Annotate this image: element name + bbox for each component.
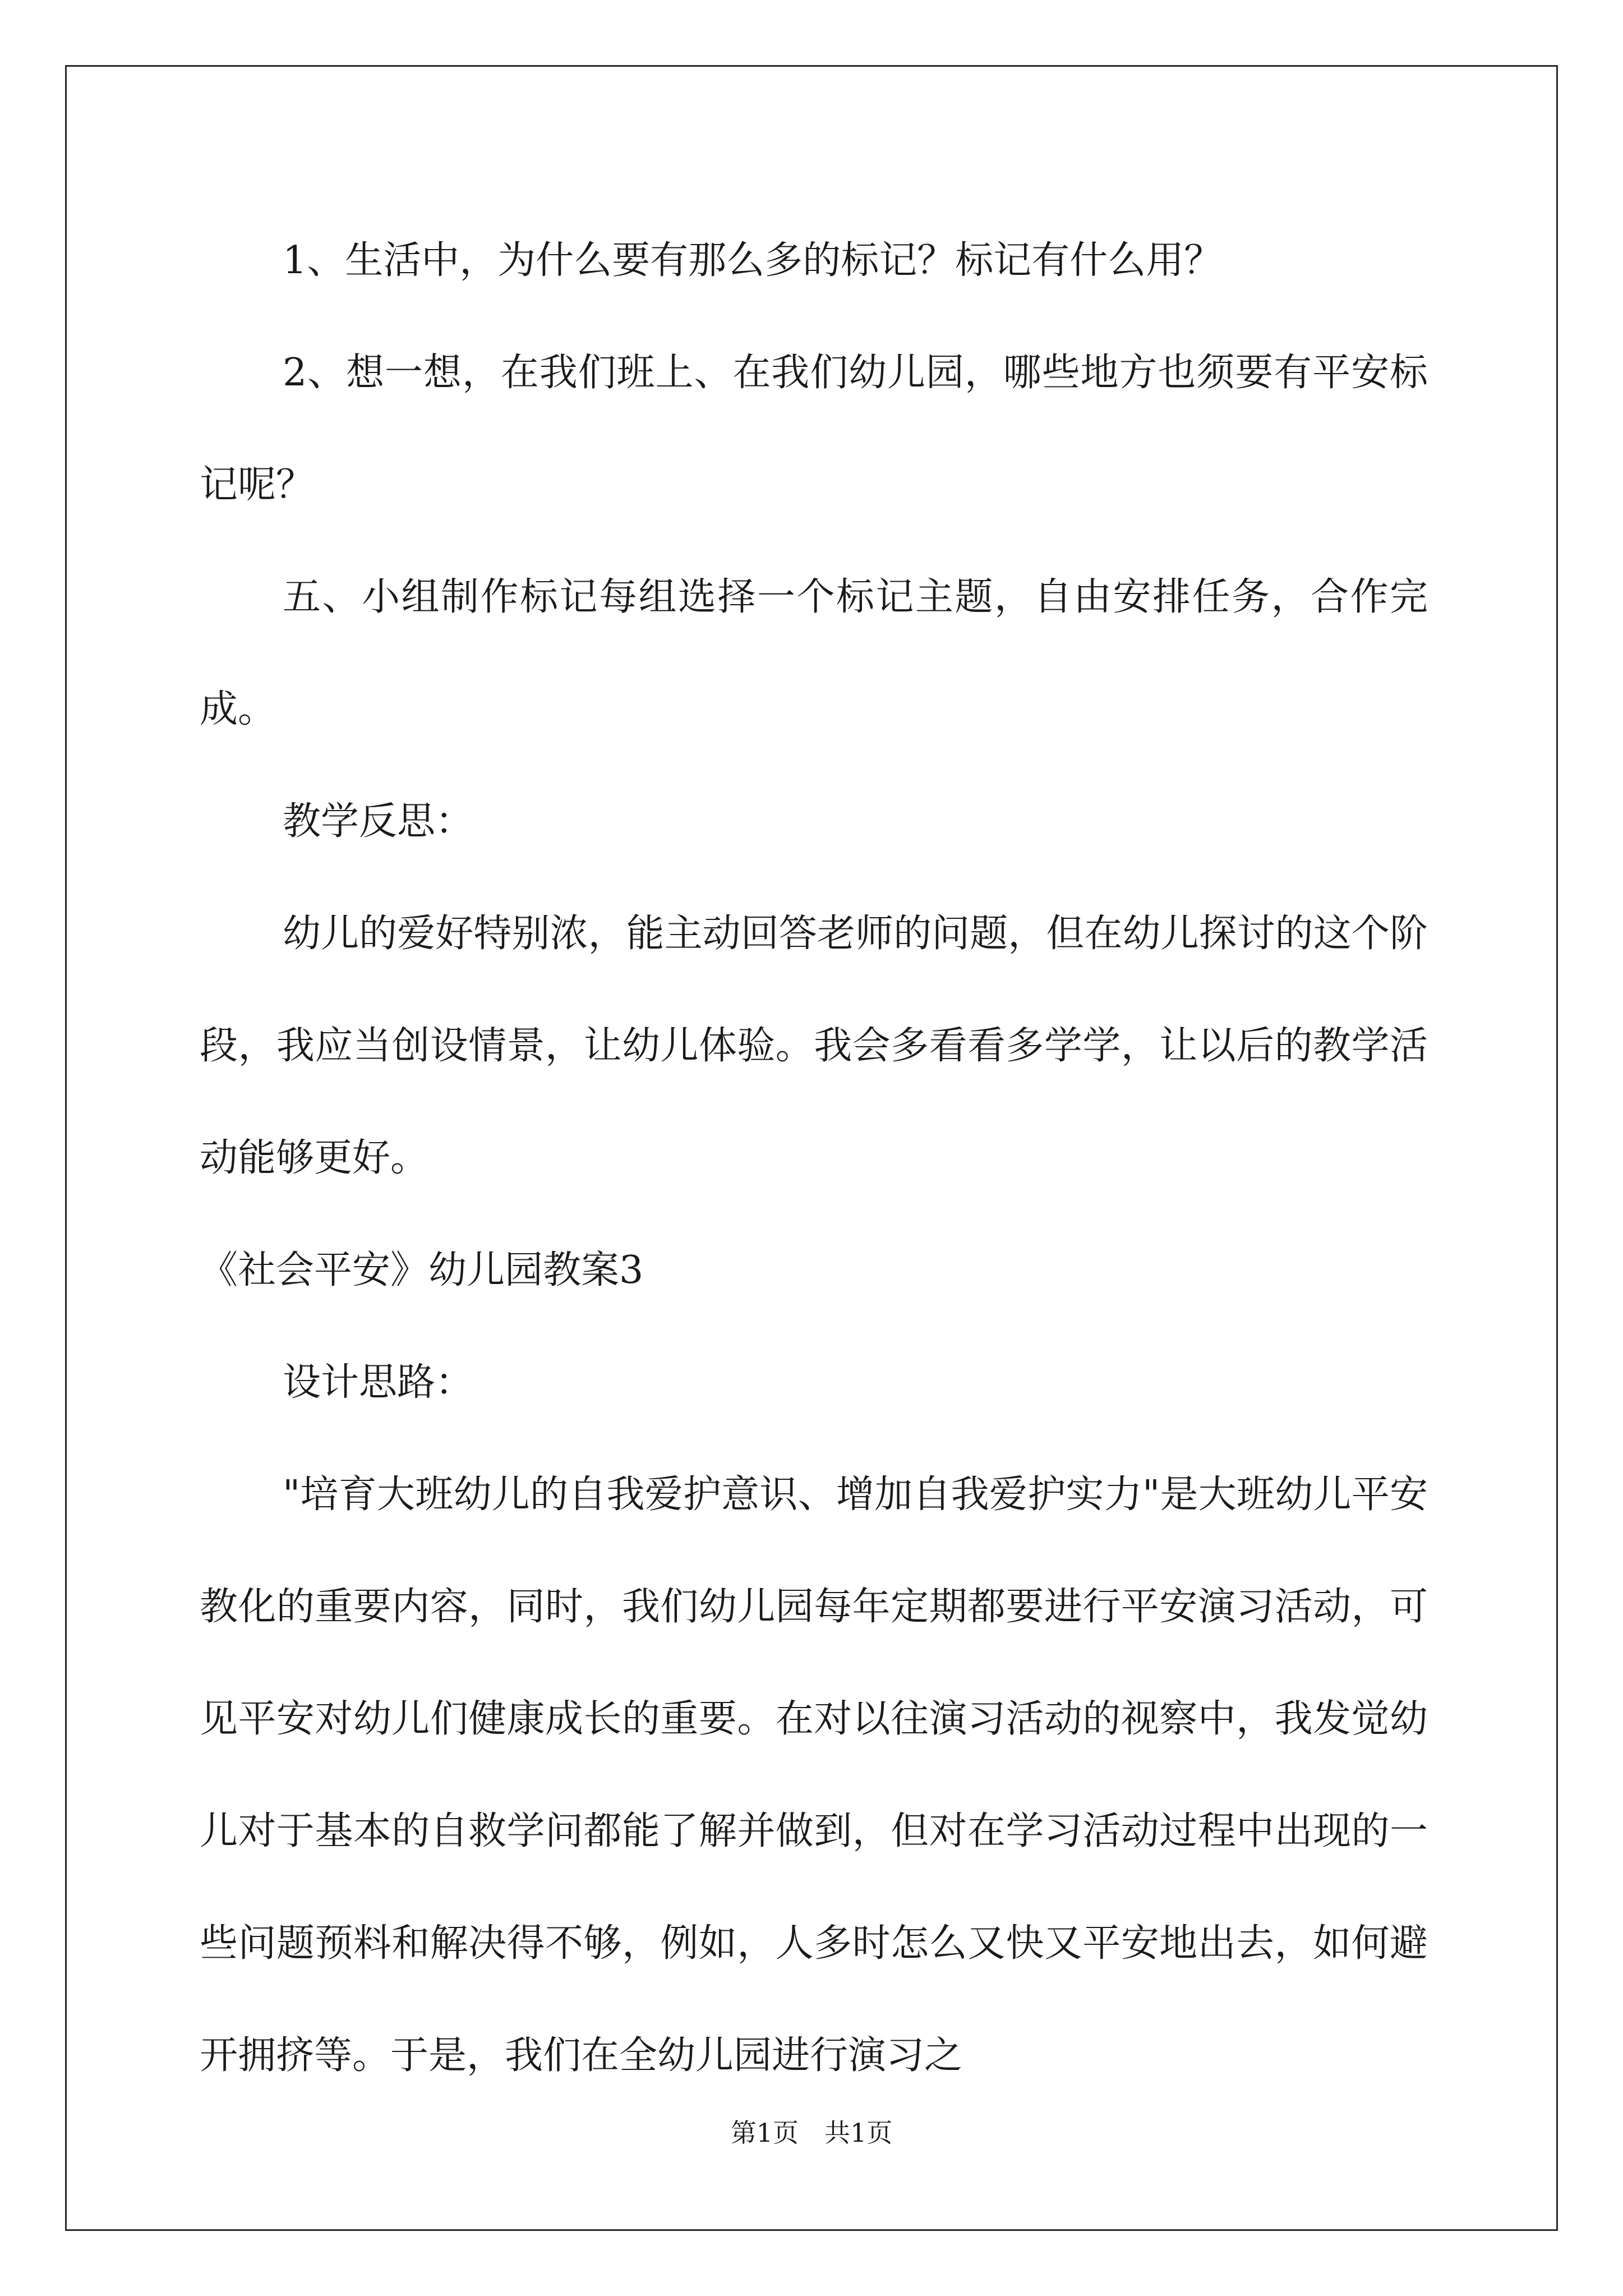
- page-footer: 第1页 共1页: [730, 2118, 893, 2148]
- document-body: [200, 205, 1428, 2112]
- section-heading: 《社会平安》幼儿园教案3: [200, 1248, 644, 1292]
- paragraph-step-five: 五、小组制作标记每组选择一个标记主题，自由安排任务，合作完成。: [200, 575, 1428, 731]
- paragraph-reflection-label: 教学反思：: [283, 799, 474, 844]
- paragraph-question-1: 1、生活中，为什么要有那么多的标记？标记有什么用？: [283, 238, 1223, 283]
- paragraph-design-label: 设计思路：: [283, 1360, 474, 1405]
- paragraph-reflection-body: 幼儿的爱好特别浓，能主动回答老师的问题，但在幼儿探讨的这个阶段，我应当创设情景，让幼儿体验。我会多看看多学学，让以后的教学活动能够更好。: [200, 912, 1428, 1180]
- paragraph-design-body: "培育大班幼儿的自我爱护意识、增加自我爱护实力"是大班幼儿平安教化的重要内容，同时，我们幼儿园每年定期都要进行平安演习活动，可见平安对幼儿们健康成长的重要。在对以往演习活动的视察中，我发觉幼儿对于基本的自救学问都能了解并做到，但对在学习活动过程中出现的一些问题预料和解决得不够，例如，人多时怎么又快又平安地出去，如何避开拥挤等。于是，我们在全幼儿园进行演习之: [200, 1473, 1428, 2078]
- paragraph-question-2: 2、想一想，在我们班上、在我们幼儿园，哪些地方也须要有平安标记呢？: [200, 351, 1428, 507]
